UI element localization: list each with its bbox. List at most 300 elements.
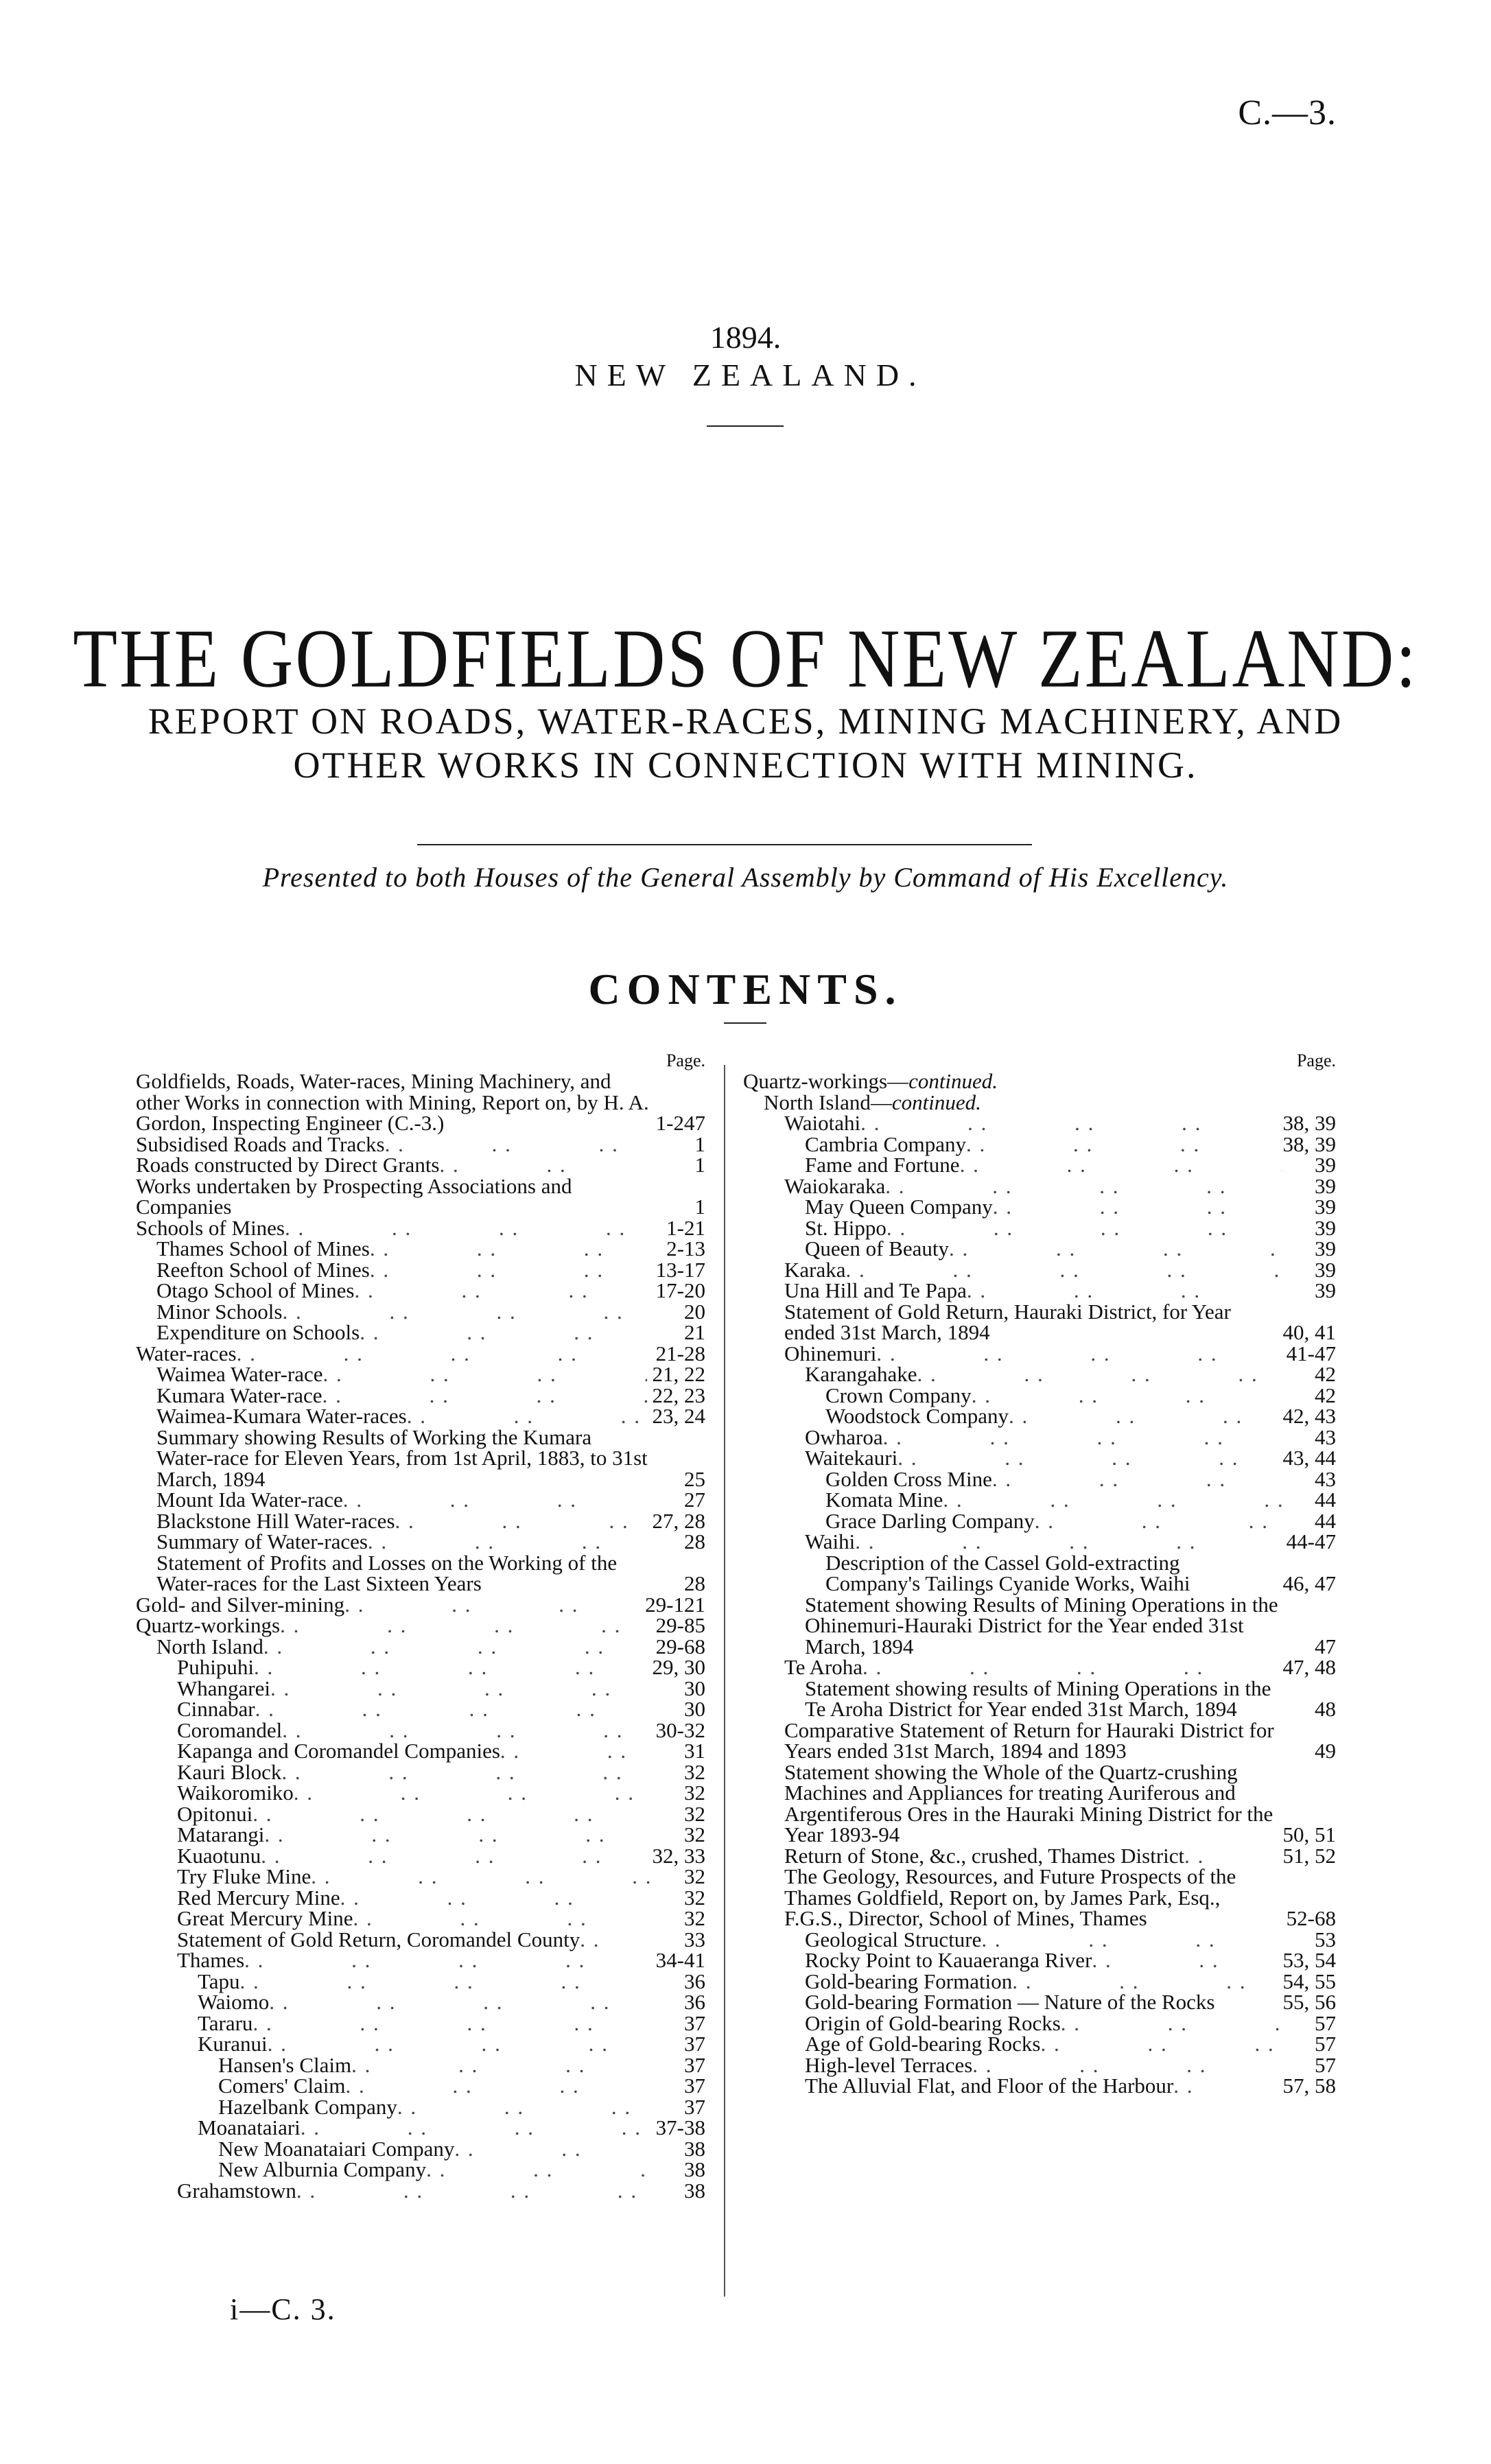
contents-entry <box>136 1236 705 1260</box>
dot-leader <box>500 1741 652 1762</box>
entry-page: 29-68 <box>655 1634 705 1658</box>
entry-title: Cambria Company <box>805 1131 967 1156</box>
entry-page: 39 <box>1315 1257 1336 1282</box>
dot-leader <box>370 1239 652 1260</box>
entry-title: Statement of Profits and Losses on the Working of the Water-races for the Last Sixteen Years <box>156 1550 618 1595</box>
entry-page: 30-32 <box>655 1717 705 1742</box>
entry-title: Statement of Gold Return, Coromandel County <box>177 1927 580 1951</box>
entry-page: 42 <box>1315 1383 1336 1407</box>
entry-title: Opitonui <box>177 1801 253 1826</box>
contents-entry <box>743 2052 1336 2077</box>
entry-title: Schools of Mines <box>136 1215 285 1240</box>
dot-leader <box>269 1992 652 2013</box>
continued-label: North Island— <box>764 1090 892 1114</box>
entry-title: Expenditure on Schools <box>156 1320 360 1344</box>
entry-title: Woodstock Company <box>825 1404 1009 1428</box>
entry-title: Water-races <box>136 1341 237 1365</box>
contents-entry <box>136 2052 705 2077</box>
contents-entry <box>743 1866 1336 1929</box>
continued-label: Quartz-workings— <box>743 1069 909 1093</box>
entry-page: 52-68 <box>1286 1906 1336 1930</box>
entry-page: 47, 48 <box>1282 1655 1336 1679</box>
entry-page: 32 <box>684 1864 705 1888</box>
dot-leader <box>1009 1406 1277 1427</box>
entry-page: 43 <box>1315 1424 1336 1449</box>
entry-page: 51, 52 <box>1282 1843 1336 1868</box>
entry-page: 54, 55 <box>1282 1969 1336 1993</box>
entry-title: Cinnabar <box>177 1697 255 1721</box>
dot-leader <box>253 1804 652 1825</box>
entry-page: 29, 30 <box>652 1655 705 1679</box>
page-column-header: Page. <box>1296 1051 1336 1070</box>
entry-title: Thames <box>177 1948 245 1972</box>
dot-leader <box>397 2097 652 2118</box>
entry-title: Te Aroha <box>784 1655 863 1679</box>
dot-leader <box>360 1322 652 1344</box>
entry-title: Mount Ida Water-race <box>156 1488 343 1512</box>
dot-leader <box>883 1427 1282 1448</box>
dot-leader <box>1173 2076 1277 2097</box>
dot-leader <box>1035 1511 1282 1532</box>
entry-title: Waiomo <box>198 1990 270 2014</box>
entry-title: Crown Company <box>825 1383 972 1407</box>
dot-leader <box>917 1364 1282 1385</box>
dot-leader <box>270 1678 652 1700</box>
dot-leader <box>244 1950 650 1971</box>
contents-entry <box>743 1280 1336 1302</box>
continued-heading <box>743 1071 1336 1092</box>
entry-title: Waiokaraka <box>784 1173 886 1198</box>
contents-entry <box>136 1783 705 1804</box>
contents-entry <box>743 1215 1336 1240</box>
contents-entry <box>743 1971 1336 1993</box>
contents-entry <box>136 1155 705 1176</box>
divider <box>417 844 1032 845</box>
entry-page: 44-47 <box>1286 1529 1336 1553</box>
dot-leader <box>876 1344 1280 1365</box>
entry-page: 39 <box>1315 1195 1336 1219</box>
entry-title: New Alburnia Company <box>218 2157 427 2181</box>
entry-title: Puhipuhi <box>177 1655 254 1679</box>
entry-page: 37 <box>684 2094 705 2119</box>
entry-page: 27, 28 <box>652 1508 705 1533</box>
entry-page: 39 <box>1315 1173 1336 1198</box>
contents-entry <box>136 2178 705 2203</box>
dot-leader <box>862 1657 1277 1678</box>
entry-page: 30 <box>684 1697 705 1721</box>
dot-leader <box>1012 1971 1277 1993</box>
contents-entry <box>136 1173 705 1219</box>
entry-title: Kauri Block <box>177 1759 282 1784</box>
dot-leader <box>407 1406 647 1427</box>
contents-entry <box>743 2010 1336 2035</box>
entry-title: The Alluvial Flat, and Floor of the Harbour <box>805 2074 1174 2098</box>
continued-italic: continued. <box>891 1090 981 1114</box>
contents-entry <box>136 2034 705 2055</box>
entry-page: 39 <box>1315 1236 1336 1260</box>
contents-entry <box>136 1529 705 1553</box>
contents-heading: CONTENTS. <box>588 965 903 1013</box>
contents-entry <box>136 1741 705 1762</box>
dot-leader <box>949 1239 1282 1260</box>
entry-page: 30 <box>684 1676 705 1700</box>
entry-page: 33 <box>684 1927 705 1951</box>
entry-title: Statement of Gold Return, Hauraki District, for Year ended 31st March, 1894 <box>784 1299 1231 1344</box>
entry-title: Thames School of Mines <box>156 1236 370 1260</box>
dot-leader <box>351 2055 652 2076</box>
contents-entry <box>743 1592 1336 1658</box>
entry-page: 37-38 <box>655 2115 705 2139</box>
dot-leader <box>301 2117 650 2139</box>
entry-title: Hansen's Claim <box>218 2052 352 2077</box>
entry-title: Tapu <box>198 1969 240 1993</box>
entry-title: Rocky Point to Kauaeranga River <box>805 1948 1092 1972</box>
dot-leader <box>966 1134 1277 1155</box>
dot-leader <box>340 1888 652 1909</box>
contents-entry <box>743 1550 1336 1595</box>
entry-title: Grace Darling Company <box>825 1508 1035 1533</box>
entry-title: Comers' Claim <box>218 2074 346 2098</box>
entry-page: 41-47 <box>1286 1341 1336 1365</box>
contents-entry <box>743 1173 1336 1198</box>
entry-title: Kuranui <box>198 2032 268 2056</box>
dot-leader <box>580 1929 652 1951</box>
contents-entry <box>743 1341 1336 1365</box>
dot-leader <box>254 1657 647 1678</box>
entry-page: 31 <box>684 1739 705 1763</box>
entry-page: 57 <box>1315 2010 1336 2035</box>
entry-page: 32 <box>684 1906 705 1930</box>
country-heading: NEW ZEALAND. <box>574 357 926 392</box>
entry-page: 42, 43 <box>1282 1404 1336 1428</box>
contents-entry <box>743 1364 1336 1385</box>
entry-title: Quartz-workings <box>136 1613 281 1637</box>
entry-title: Owharoa <box>805 1424 883 1449</box>
dot-leader <box>282 1720 650 1741</box>
entry-title: Age of Gold-bearing Rocks <box>805 2032 1041 2056</box>
entry-page: 39 <box>1315 1215 1336 1240</box>
dot-leader <box>370 1260 650 1281</box>
entry-page: 47 <box>1315 1634 1336 1658</box>
subtitle-line-1: REPORT ON ROADS, WATER-RACES, MINING MACHINERY, AND <box>148 701 1343 742</box>
entry-page: 21, 22 <box>652 1362 705 1386</box>
contents-entry <box>743 1424 1336 1449</box>
page-column-header: Page. <box>666 1051 705 1070</box>
column-separator <box>724 1065 725 2297</box>
dot-leader <box>972 2055 1282 2076</box>
contents-entry <box>136 2159 705 2181</box>
contents-entry <box>136 2076 705 2097</box>
contents-entry <box>136 1950 705 1971</box>
entry-title: Geological Structure <box>805 1927 982 1951</box>
contents-entry <box>743 2076 1336 2097</box>
continued-italic: continued. <box>908 1069 998 1093</box>
entry-page: 32 <box>684 1781 705 1805</box>
contents-list <box>743 1113 1336 2097</box>
dot-leader <box>943 1490 1282 1511</box>
entry-title: Grahamstown <box>177 2178 296 2203</box>
contents-entry <box>136 1364 705 1385</box>
dot-leader <box>354 1280 650 1302</box>
entry-page: 40, 41 <box>1282 1320 1336 1344</box>
dot-leader <box>255 1699 652 1720</box>
dot-leader <box>860 1113 1277 1134</box>
entry-title: Goldfields, Roads, Water-races, Mining Machinery, and other Works in connection with Mining, Report on, by H. A. Gordon, Inspecting Engineer (C.-3.) <box>136 1069 649 1135</box>
entry-page: 1-21 <box>666 1215 705 1240</box>
contents-entry <box>743 1197 1336 1218</box>
contents-entry <box>743 1236 1336 1260</box>
dot-leader <box>440 1155 653 1176</box>
contents-entry <box>743 1257 1336 1282</box>
year: 1894. <box>709 320 782 355</box>
continued-heading <box>743 1092 1336 1114</box>
entry-title: May Queen Company <box>805 1195 993 1219</box>
contents-entry <box>743 1406 1336 1427</box>
entry-page: 38 <box>684 2136 705 2161</box>
entry-page: 28 <box>684 1571 705 1595</box>
entry-title: New Moanataiari Company <box>218 2136 455 2161</box>
dot-leader <box>855 1532 1280 1553</box>
entry-title: Waimea Water-race <box>156 1362 323 1386</box>
entry-title: Origin of Gold-bearing Rocks <box>805 2010 1061 2035</box>
contents-entry <box>136 1678 705 1700</box>
dot-leader <box>993 1197 1282 1218</box>
contents-entry <box>743 1113 1336 1134</box>
subtitle-line-2: OTHER WORKS IN CONNECTION WITH MINING. <box>293 744 1198 786</box>
entry-page: 57, 58 <box>1282 2074 1336 2098</box>
dot-leader <box>237 1344 650 1365</box>
entry-title: High-level Terraces <box>805 2052 973 2077</box>
entry-title: Waitekauri <box>805 1446 898 1470</box>
entry-page: 32 <box>684 1801 705 1826</box>
contents-entry <box>136 1908 705 1929</box>
entry-page: 17-20 <box>655 1278 705 1302</box>
entry-page: 25 <box>684 1466 705 1491</box>
contents-entry <box>136 1550 705 1595</box>
contents-entry <box>136 1406 705 1427</box>
contents-entry <box>743 1678 1336 1720</box>
dot-leader <box>395 1511 647 1532</box>
entry-page: 37 <box>684 2074 705 2098</box>
contents-entry <box>136 1759 705 1784</box>
entry-title: Komata Mine <box>825 1488 943 1512</box>
entry-title: Comparative Statement of Return for Hauraki District for Years ended 31st March, 1894 and 1893 <box>784 1717 1274 1763</box>
document-reference: C.—3. <box>1238 93 1337 132</box>
entry-title: Whangarei <box>177 1676 270 1700</box>
contents-entry <box>743 2034 1336 2055</box>
contents-entry <box>743 1385 1336 1407</box>
dot-leader <box>282 1302 652 1323</box>
dot-leader <box>1061 2013 1282 2034</box>
contents-entry <box>743 1508 1336 1533</box>
entry-title: Minor Schools <box>156 1299 283 1324</box>
dot-leader <box>1092 1950 1277 1971</box>
entry-title: Kapanga and Coromandel Companies <box>177 1739 500 1763</box>
dot-leader <box>972 1385 1282 1407</box>
entry-title: Tararu <box>198 2010 253 2035</box>
entry-title: The Geology, Resources, and Future Prospects of the Thames Goldfield, Report on, by James Park, Esq., F.G.S., Director, School of Mines, Thames <box>784 1864 1236 1930</box>
entry-page: 49 <box>1315 1739 1336 1763</box>
entry-page: 1 <box>694 1131 705 1156</box>
contents-entry <box>743 1992 1336 2013</box>
entry-title: Ohinemuri <box>784 1341 877 1365</box>
entry-title: Waimea-Kumara Water-races <box>156 1404 407 1428</box>
entry-title: Summary showing Results of Working the Kumara Water-race for Eleven Years, from 1st April, 1883, to 31st March, 1894 <box>156 1424 648 1491</box>
entry-page: 57 <box>1315 2032 1336 2056</box>
entry-title: Kuaotunu <box>177 1843 261 1868</box>
entry-page: 37 <box>684 2010 705 2035</box>
dot-leader <box>897 1448 1277 1469</box>
entry-page: 36 <box>684 1990 705 2014</box>
entry-page: 48 <box>1315 1697 1336 1721</box>
contents-entry <box>743 1929 1336 1951</box>
entry-page: 32 <box>684 1885 705 1910</box>
entry-page: 29-121 <box>645 1592 705 1617</box>
dot-leader <box>285 1218 652 1239</box>
entry-title: Summary of Water-races <box>156 1529 368 1553</box>
contents-entry <box>136 1299 705 1324</box>
entry-title: Blackstone Hill Water-races <box>156 1508 395 1533</box>
entry-title: Great Mercury Mine <box>177 1906 353 1930</box>
contents-entry <box>136 1257 705 1282</box>
presented-statement: Presented to both Houses of the General Assembly by Command of His Excellency. <box>262 862 1229 893</box>
contents-entry <box>136 2094 705 2119</box>
entry-page: 20 <box>684 1299 705 1324</box>
entry-title: Hazelbank Company <box>218 2094 397 2119</box>
entry-page: 21-28 <box>655 1341 705 1365</box>
contents-entry <box>136 1385 705 1407</box>
divider <box>724 1022 766 1024</box>
entry-page: 21 <box>684 1320 705 1344</box>
contents-entry <box>136 1885 705 1910</box>
entry-page: 50, 51 <box>1282 1822 1336 1846</box>
contents-entry <box>136 1071 705 1134</box>
entry-title: Otago School of Mines <box>156 1278 355 1302</box>
entry-page: 44 <box>1315 1488 1336 1512</box>
entry-title: Subsidised Roads and Tracks <box>136 1131 385 1156</box>
contents-entry <box>136 2117 705 2139</box>
dot-leader <box>264 1824 652 1846</box>
entry-title: Golden Cross Mine <box>825 1466 992 1491</box>
contents-entry <box>136 1508 705 1533</box>
dot-leader <box>353 1908 652 1929</box>
dot-leader <box>1041 2034 1283 2055</box>
entry-page: 46, 47 <box>1282 1571 1336 1595</box>
entry-title: Matarangi <box>177 1822 265 1846</box>
contents-entry <box>743 1843 1336 1868</box>
contents-entry <box>136 1280 705 1302</box>
contents-entry <box>136 1131 705 1156</box>
dot-leader <box>368 1532 652 1553</box>
entry-page: 27 <box>684 1488 705 1512</box>
entry-page: 2-13 <box>666 1236 705 1260</box>
dot-leader <box>885 1176 1282 1197</box>
contents-entry <box>743 1131 1336 1156</box>
entry-title: Gold- and Silver-mining <box>136 1592 345 1617</box>
dot-leader <box>323 1364 647 1385</box>
dot-leader <box>281 1762 652 1783</box>
dot-leader <box>296 2181 652 2202</box>
entry-page: 1 <box>694 1153 705 1177</box>
contents-left-column <box>136 1050 705 2201</box>
entry-title: Return of Stone, &c., crushed, Thames District <box>784 1843 1185 1868</box>
contents-entry <box>136 1717 705 1742</box>
entry-page: 42 <box>1315 1362 1336 1386</box>
dot-leader <box>887 1218 1282 1239</box>
entry-page: 44 <box>1315 1508 1336 1533</box>
entry-title: Queen of Beauty <box>805 1236 950 1260</box>
entry-page: 38, 39 <box>1282 1111 1336 1135</box>
entry-page: 22, 23 <box>652 1383 705 1407</box>
dot-leader <box>992 1469 1282 1490</box>
footer-reference: i—C. 3. <box>230 2292 336 2326</box>
entry-title: St. Hippo <box>805 1215 887 1240</box>
contents-entry <box>743 1950 1336 1971</box>
entry-page: 39 <box>1315 1278 1336 1302</box>
contents-entry <box>743 1155 1336 1176</box>
contents-entry <box>136 1341 705 1365</box>
dot-leader <box>967 1280 1282 1302</box>
entry-page: 53, 54 <box>1282 1948 1336 1972</box>
dot-leader <box>454 2139 652 2160</box>
dot-leader <box>343 1490 652 1511</box>
contents-entry <box>136 1490 705 1511</box>
dot-leader <box>268 2034 652 2055</box>
entry-title: Gold-bearing Formation <box>805 1969 1013 1993</box>
dot-leader <box>960 1155 1282 1176</box>
contents-list <box>136 1071 705 2201</box>
dot-leader <box>280 1615 650 1636</box>
entry-page: 1-247 <box>655 1111 705 1135</box>
contents-entry <box>743 1299 1336 1344</box>
entry-title: Description of the Cassel Gold-extracting Company's Tailings Cyanide Works, Waihi <box>825 1550 1190 1595</box>
entry-title: Una Hill and Te Papa <box>784 1278 967 1302</box>
entry-title: Statement showing results of Mining Operations in the Te Aroha District for Year ended 31st March, 1894 <box>805 1676 1271 1721</box>
contents-entry <box>136 1699 705 1720</box>
contents-entry <box>136 2010 705 2035</box>
entry-page: 43 <box>1315 1466 1336 1491</box>
dot-leader <box>426 2159 652 2181</box>
entry-page: 32, 33 <box>652 1843 705 1868</box>
dot-leader <box>263 1636 650 1658</box>
entry-page: 1 <box>694 1195 705 1219</box>
entry-page: 37 <box>684 2032 705 2056</box>
dot-leader <box>344 1595 639 1616</box>
contents-entry <box>136 1636 705 1658</box>
contents-entry <box>136 1592 705 1617</box>
entry-title: North Island <box>156 1634 263 1658</box>
contents-entry <box>743 1448 1336 1469</box>
entry-page: 28 <box>684 1529 705 1553</box>
dot-leader <box>322 1385 647 1407</box>
entry-title: Statement showing the Whole of the Quartz-crushing Machines and Appliances for treating Auriferous and Argentiferous Ores in the Hauraki Mining District for the Year 1893-94 <box>784 1759 1273 1846</box>
entry-page: 32 <box>684 1759 705 1784</box>
contents-entry <box>136 1929 705 1951</box>
dot-leader <box>981 1929 1282 1951</box>
contents-entry <box>136 1824 705 1846</box>
entry-page: 38, 39 <box>1282 1131 1336 1156</box>
entry-title: Red Mercury Mine <box>177 1885 340 1910</box>
contents-entry <box>136 1322 705 1344</box>
contents-entry <box>136 1215 705 1240</box>
dot-leader <box>1184 1846 1277 1867</box>
contents-entry <box>136 1615 705 1636</box>
dot-leader <box>240 1971 652 1993</box>
dot-leader <box>253 2013 652 2034</box>
entry-page: 37 <box>684 2052 705 2077</box>
contents-entry <box>743 1717 1336 1763</box>
divider <box>707 425 784 427</box>
